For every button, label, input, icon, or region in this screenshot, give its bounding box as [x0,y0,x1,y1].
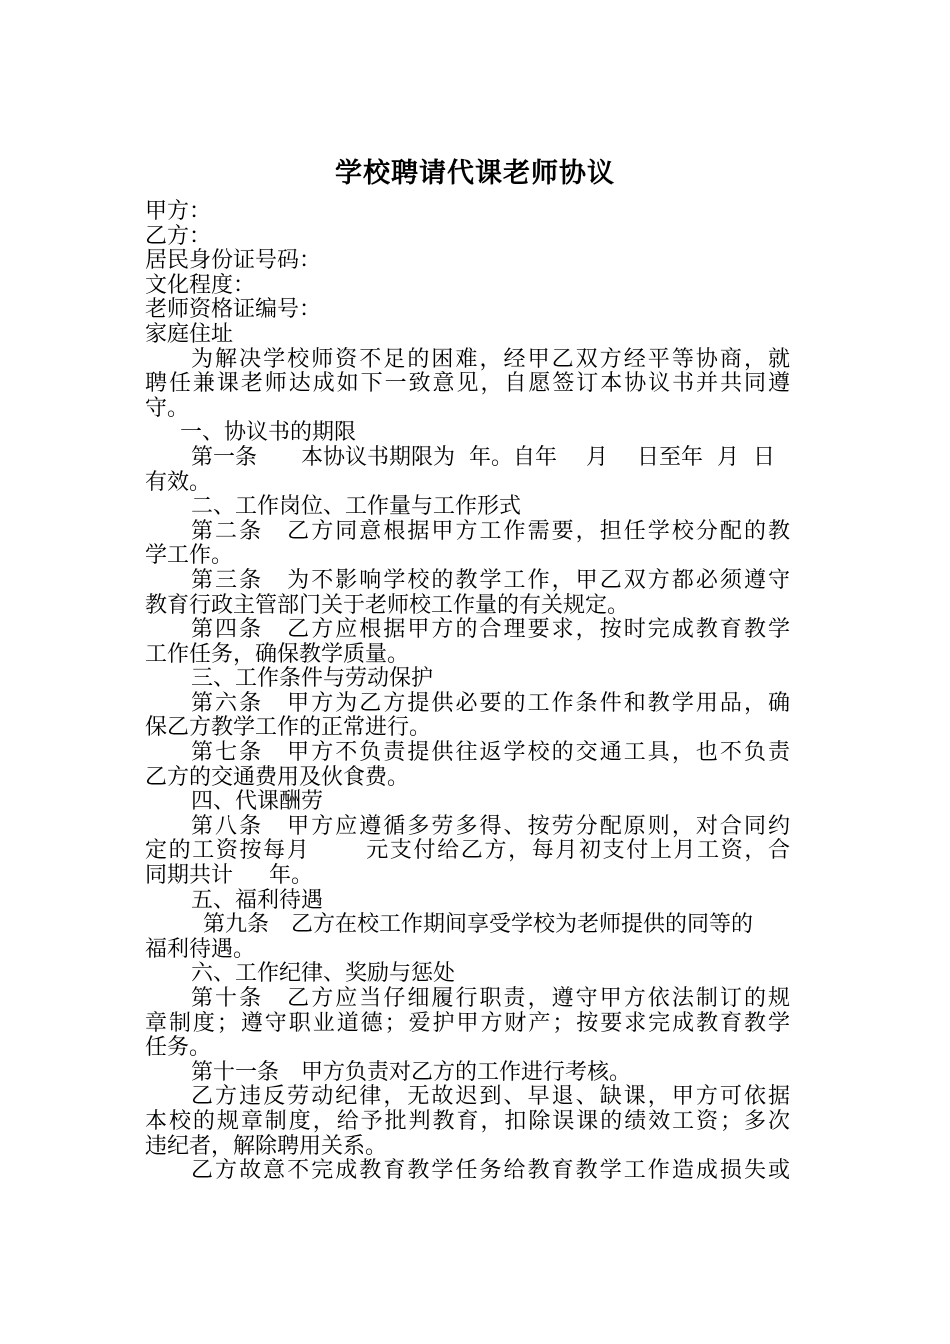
article-line: 保乙方教学工作的正常进行。 [145,715,432,741]
party-b-line: 乙方： [145,223,212,249]
article-line: 第四条 乙方应根据甲方的合理要求，按时完成教育教学 [191,617,790,643]
address-line: 家庭住址 [145,321,234,347]
section-heading: 三、工作条件与劳动保护 [191,666,434,692]
article-line: 乙方故意不完成教育教学任务给教育教学工作造成损失或 [191,1158,790,1184]
article-line: 第十一条 甲方负责对乙方的工作进行考核。 [191,1059,632,1085]
section-heading: 二、工作岗位、工作量与工作形式 [191,494,522,520]
article-line: 第二条 乙方同意根据甲方工作需要，担任学校分配的教 [191,518,790,544]
article-line: 福利待遇。 [145,936,256,962]
article-line: 同期共计 年。 [145,863,313,889]
teacher-cert-line: 老师资格证编号： [145,297,322,323]
intro-paragraph-line: 为解决学校师资不足的困难，经甲乙双方经平等协商，就 [191,346,790,372]
document-title: 学校聘请代课老师协议 [335,158,615,189]
article-line: 有效。 [145,469,212,495]
article-line: 第六条 甲方为乙方提供必要的工作条件和教学用品，确 [191,690,790,716]
education-line: 文化程度： [145,272,256,298]
section-heading: 六、工作纪律、奖励与惩处 [191,961,456,987]
article-line: 本校的规章制度，给予批判教育，扣除误课的绩效工资；多次 [145,1108,790,1134]
article-line: 第十条 乙方应当仔细履行职责，遵守甲方依法制订的规 [191,986,790,1011]
section-heading: 一、协议书的期限 [180,420,357,446]
document-body [145,200,790,1184]
article-line: 工作任务，确保教学质量。 [145,641,410,667]
article-line: 教育行政主管部门关于老师校工作量的有关规定。 [145,592,630,618]
article-line: 第八条 甲方应遵循多劳多得、按劳分配原则，对合同约 [191,813,790,839]
article-line: 第九条 乙方在校工作期间享受学校为老师提供的同等的 [203,912,754,938]
article-line: 学工作。 [145,543,234,569]
article-line: 乙方的交通费用及伙食费。 [145,764,410,790]
article-line: 第一条 本协议书期限为 年。自年 月 日至年 月 日 [191,444,775,470]
article-line: 章制度；遵守职业道德；爱护甲方财产；按要求完成教育教学 [145,1010,790,1036]
intro-paragraph-line: 聘任兼课老师达成如下一致意见，自愿签订本协议书并共同遵 [145,371,790,397]
article-line: 定的工资按每月 元支付给乙方，每月初支付上月工资，合 [145,838,790,864]
section-heading: 四、代课酬劳 [191,789,324,815]
intro-paragraph-line: 守。 [145,395,190,421]
article-line: 乙方违反劳动纪律，无故迟到、早退、缺课，甲方可依据 [191,1084,790,1110]
id-number-line: 居民身份证号码： [145,248,322,274]
section-heading: 五、福利待遇 [191,887,324,913]
party-a-line: 甲方： [145,199,212,224]
article-line: 任务。 [145,1035,212,1061]
article-line: 违纪者，解除聘用关系。 [145,1133,388,1159]
article-line: 第七条 甲方不负责提供往返学校的交通工具，也不负责 [191,740,790,766]
article-line: 第三条 为不影响学校的教学工作，甲乙双方都必须遵守 [191,567,790,593]
